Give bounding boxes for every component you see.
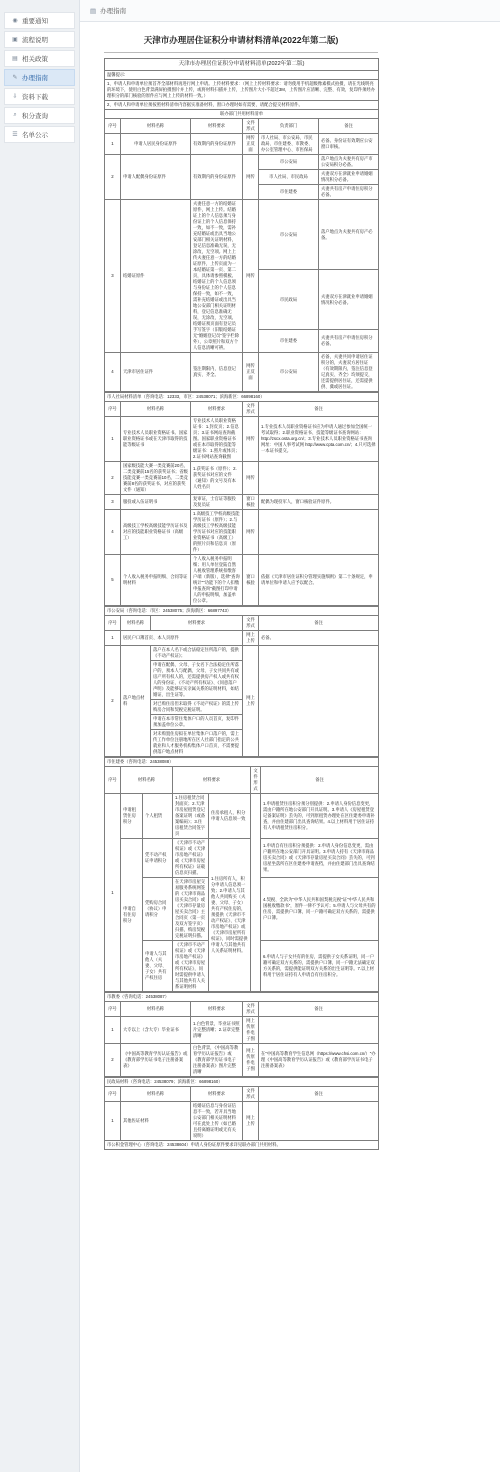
- table-row: 2 《中国高等教育学历认证报告》或《教育部学历证书电子注册备案表》 白色背景，《中国高等教育学历认证报告》或《教育部学历证书电子注册备案表》图片完整清晰 网上传原件电子图 在"中国高等教育学生信息网（https://www.chsi.com.cn/）"办理《中国高等教育学历认证报告》或《教育部学历证书电子注册备案表》: [105, 1044, 379, 1077]
- materials-table: [104, 58, 379, 392]
- sidebar-item-guide[interactable]: ✎ 办理指南: [4, 69, 75, 86]
- sidebar: [0, 0, 80, 1472]
- pencil-icon: ✎: [12, 75, 18, 81]
- civil-affairs-table: [104, 1077, 379, 1150]
- table-row: 申请在配偶、父母、子女名下合法稳定住所落户的，须本人与配偶、父母、子女共同共有或房产所有权人的，还需提供房产权人或共有权人的身份证、《不动产所有权证》、《同意落户声明》及能够证实亲属关系的证明材料，如结婚证、出生证等。: [105, 661, 379, 700]
- section-title-common: 联办部门共用材料清单: [105, 110, 379, 119]
- page-title: 天津市办理居住证积分申请材料清单(2022年第二版): [143, 35, 339, 45]
- section-title-civil-affairs: 民政局材料（咨询电话：24538079；滨海新区：66898160）: [105, 1078, 379, 1087]
- bell-icon: ◉: [12, 18, 18, 24]
- table-row: 1 居民户口簿首页、本人页原件 网上上传 必备。: [105, 631, 379, 646]
- tip-1: 1、申请人和申请单位须首齐全部材料再进行网上申请。上传材料要求：（网上上传材料要求：请勿使用手机超级像素模式拍摄，请在光线明亮的环境下，使用白色背景满屏拍摄图片并上传，或将材料扫描并上传，上传图片大小不超过3M，上传图片应清晰、完整、有效，复印件须经办理积分的部门核验的原件应与网上上传的材料一致。）: [105, 80, 379, 101]
- table-row: 市民政局 夫妻双方在津就业申请婚姻情况积分必备。: [105, 270, 379, 330]
- page-header: [80, 0, 500, 22]
- table-row: 3 结婚证原件 夫妻任意一方的结婚证原件，网上上传。结婚证上的个人信息须与身份证上的个人信息保持一致，如不一致，需补充结婚证或出具当地公安部门相关证明材料，登记信息准确无误，无涂改，无空项。网上上传夫妻任意一方的结婚证原件，上传页面为一本结婚证第一页、第二页，具体请参照模板。结婚证上的个人信息须与身份证上的个人信息保持一致，如不一致，需补充结婚证或出具当地公安部门相关证明材料，登记信息准确无误，无涂改，无空项。结婚证须页面有登记员手写签字（旧版结婚证无"婚姻登记员"签字栏除外），公章照片和双方个人信息清晰可辨。 网传 市公安局 落户地点为夫妻共有房产必备。: [105, 200, 379, 270]
- table-row: 申请人与其他人（夫妻、父母、子女）共有产权住房 《天津市不动产权证》或《天津市房地产权证》或《天津市房屋所有权证》，同时需提供申请人与其他共有人关系证明材料 6.申请人与子女共有的住房，需提供子女关系证明，同一户籍可确定双方关系的，需提供户口簿，同一户籍无法确定双方关系的，需提供能证明双方关系的出生证明等。7.以上材料用于居住证持有人申请自有住房积分。: [105, 941, 379, 992]
- section-title-housing: 市住建委（咨询电话：24538088）: [105, 758, 379, 767]
- table-header-row: 序号 材料名称 材料要求 文件形式 备注: [105, 1002, 379, 1017]
- table-row: 4 天津市居住证件 签注期限内，信息登记真实、齐全。 网传正反面 市公安局 必备，夫妻共同申请居住证积分的，夫妻双方居住证（有效期限内，签注信息登记真实、齐全）均须提交，还需提供居住证，还需提供供、冀或居住证。: [105, 353, 379, 392]
- table-row: 2 国家级技能大赛一类竞赛前20名、二类竞赛前15名的获奖证书；省级技能竞赛一类竞赛前10名、二类竞赛前8名的获奖证书，对应的获奖文件（通知） 1.获奖证书（原件）；2.获奖证书对应的文件（通知）的文号及有本人姓名页 网传: [105, 462, 379, 495]
- table-row: 市住建委 夫妻共有房产申请住房积分必备。: [105, 185, 379, 200]
- section-title-hrss: 市人社局材料清单（咨询电话：12333，市区：24538071；滨海新区：66898160）: [105, 393, 379, 402]
- section-footer-fund: 市公积金管理中心（咨询电话：24538604）申请人身份证原件要求详见联办部门共用材料。: [105, 1141, 379, 1150]
- sidebar-item-notices[interactable]: ◉ 重要通知: [4, 12, 75, 29]
- table-header-row: 序号 材料名称 材料要求 文件形式 备注: [105, 1087, 379, 1102]
- table-row: 3 服役或入伍证明书 复审证，士官证等服役及复员证 窗口核验 配偶为现役军人，窗口核验证件原件。: [105, 495, 379, 510]
- tips-label: 温馨提示:: [105, 71, 379, 80]
- table-row: 4 高级技工学校高级技能学历证书及对应的技能职业资格证书（高级工） 1.高级技工学校高级技能学历证书（原件）；2.与高级技工学校高级技能学历证书对应的技能职业资格证书（高级工）的照片页和信息页（原件） 网传: [105, 510, 379, 555]
- sidebar-item-list[interactable]: ☰ 名单公示: [4, 126, 75, 143]
- table-row: 1 其他佐证材料 结婚证信息与身份证信息不一致，若开具当地公安部门相关证明材料可在此处上传（如已婚且持离婚证明或无有关说明） 网上上传: [105, 1102, 379, 1141]
- police-table: [104, 606, 379, 757]
- guide-icon: ▤: [90, 7, 97, 15]
- education-table: [104, 992, 379, 1077]
- list-icon: ☰: [12, 132, 18, 138]
- sidebar-item-query[interactable]: ⌕ 积分查询: [4, 107, 75, 124]
- document: [104, 34, 378, 1150]
- table-subtitle: 天津市办理居住证积分申请材料清单(2022年第二版): [105, 59, 379, 71]
- table-row: 2 申请人配偶身份证原件 有效期内的身份证原件 网传 市公安局 落户地点为夫妻共有房产市公安局积分必备。: [105, 155, 379, 170]
- table-row: 1 申请租赁住房积分 个人租赁 1.住房租赁合同封面页；2.天津市房屋租赁登记备案证明（或备案编码）；3.住房租赁合同签字页 住房承租人、积分申请人信息须一致 1.申请租赁住房积分须分别提供：2.申请人身份信息变更，需由户籍所在地公安部门开具证明。3.申请人《房屋租赁登记备案证明》丢失的，可到原租赁办理处在区住建委申请补查，并由住建部门出具查询结果。4.以上材料用于居住证持有人申请租赁住房积分。: [105, 794, 379, 839]
- table-header-row: 序号 材料名称 材料要求 文件形式 负责部门 备注: [105, 119, 379, 134]
- table-row: 1 专业技术人员职业资格证书。国家职业资格证书或在天津市取得的技能等级证书 专业技术人员职业资格证书：1.封皮页；2.信息页；3.证书网站查询截图。国家职业资格证书或在本市取得的技能等级证书：1.照片或体页；2.证书网站查询截图 网传 1.专业技术人员职业资格证书应为申请人通过参加全国统一考试取得；2.职业资格证书、技能等级证书查询网站：http://zscx.osta.org.cn/；3.专业技术人员职业资格证书查询网址：中国人事考试网 http://www.cpta.com.cn/；4.只可选择一本证书提交。: [105, 417, 379, 462]
- table-row: 对未购置住房拟在单位集体户口落户的，需上传工作单位注册地所在区人社部门指定的公共就业和人才服务机构集体户口首页，不需要提供落户地点材料: [105, 730, 379, 757]
- sidebar-item-downloads[interactable]: ⇩ 资料下载: [4, 88, 75, 105]
- table-row: 凭购房合同（协议）申请积分 在天津市房屋交易服务系统网签的《天津市商品房买卖合同》或《天津市存量房屋买卖合同》主合同页（第一页及双方签字页）扫描，购房契税完税证明扫描。 4.契税、全款为"中华人民共和国契税完税"证"中华人民共和国税收缴款书"，原件一律不予认可；5.申请人与父母共有的住房，需提供户口簿，同一户籍可确定双方关系的，需提供户口簿。: [105, 878, 379, 941]
- table-header-row: 序号 材料名称 材料要求 文件形式 备注: [105, 767, 379, 794]
- tip-2: 2、申请人和申请单位须按照材料清单内容据实准备材料，窗口办理时如有需要，请配合提交材料原件。: [105, 101, 379, 110]
- table-row: 市住建委 夫妻共有房产申请住房积分必备。: [105, 330, 379, 353]
- table-header-row: 序号 材料名称 材料要求 文件形式 备注: [105, 616, 379, 631]
- table-row: 申请在本市常住集体户口的人员首页，复印件须加盖单位公章。: [105, 715, 379, 730]
- download-icon: ⇩: [12, 94, 18, 100]
- table-row: 5 个人收入税务申报明细、合同等证明材料 个人收入税务申报明细；用人单位登陆自然人税收管理系统扣缴客户端（新版），选择"查询统计""功能下的个人扣缴申报查询"截图打印申请人的申报明细，加盖单位公章。 窗口核验 依据《天津市居住证积分管理实施细则》第二十条规定，申请单位和申请人应予以配合。: [105, 555, 379, 606]
- sidebar-item-process[interactable]: ▣ 流程说明: [4, 31, 75, 48]
- section-title-education: 市教委（咨询电话：24538087）: [105, 993, 379, 1002]
- table-row: 1 大专以上（含大专）毕业证书 1.白色背景，毕业证书照片完整清晰；2.证章完整清晰 网上传原件电子图: [105, 1017, 379, 1044]
- housing-table: [104, 757, 379, 992]
- section-title-police: 市公安局（咨询电话：市区：24538075；滨海新区：66897743）: [105, 607, 379, 616]
- hrss-table: [104, 392, 379, 606]
- table-header-row: 序号 材料名称 材料要求 文件形式 备注: [105, 402, 379, 417]
- table-row: 1 申请人居民身份证原件 有效期内的身份证原件 网传正反面 市人社局、市公安局、市民政局、市住建委、市教委、办公室管理中心、市医保局 必备。身份证有效期应公安窗口审核。: [105, 134, 379, 155]
- table-row: 2 落户地点材料 落户在本人名下或合法稳定住所落户的，提供《不动产权证》； 网上上传: [105, 646, 379, 661]
- divider: [104, 52, 378, 53]
- table-row: 市人社局、市民政局 夫妻双方在津就业申请婚姻情况积分必备。: [105, 170, 379, 185]
- table-row: 申请自有住房积分 凭不动产权证申请积分 《天津市不动产权证》或《天津市房地产权证》或《天津市房屋所有权证》证载信息页扫描。 1.住房所有人，积分申请人信息须一致；2.申请人与其他人共同购买（夫妻、父母、子女）共有产权住房的，须提供《天津市不动产权证》、《天津市房地产权证》或《天津市房屋所有权证》，同时需提供申请人与其他共有人关系证明材料。 1.申请自有住房积分须提供：2.申请人身份信息变更，需由户籍所在地公安部门开具证明。3.申请人持有《天津市商品房买卖合同》或《天津市存量房屋买卖合同》丢失的，可到房屋坐落所在区住建委申请查档，并由住建部门出具查询结果。: [105, 839, 379, 878]
- flow-icon: ▣: [12, 37, 18, 43]
- header-title: 办理指南: [100, 8, 127, 15]
- document-icon: ▤: [12, 56, 18, 62]
- sidebar-item-policies[interactable]: ▤ 相关政策: [4, 50, 75, 67]
- search-icon: ⌕: [13, 112, 17, 118]
- table-row: 对已购住房但未取得《不动产权证》的需上传购房合同和契税完税证明。: [105, 700, 379, 715]
